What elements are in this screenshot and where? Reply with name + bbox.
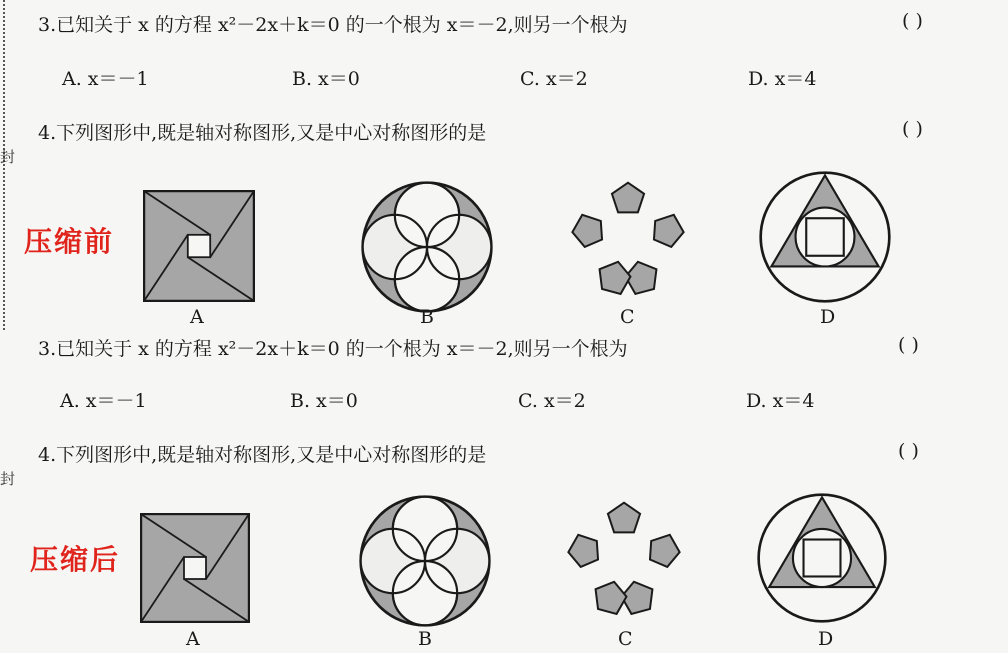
figure-b-four-circles [360, 180, 494, 314]
side-binding-char: 封 [0, 470, 16, 488]
figure-a-label: A [186, 628, 200, 650]
question-4-answer-paren: ( ) [898, 440, 919, 462]
question-4-text: 4.下列图形中,既是轴对称图形,又是中心对称图形的是 [38, 122, 487, 144]
question-3-answer-paren: ( ) [898, 334, 919, 356]
q3-option-a: A. x＝－1 [62, 68, 149, 90]
q3-option-d: D. x＝4 [748, 68, 817, 90]
q3-option-b: B. x＝0 [290, 390, 358, 412]
figure-d-triangle-in-circle [756, 492, 888, 624]
figure-d-triangle-in-circle [758, 170, 892, 304]
figure-c-five-pentagons [556, 500, 692, 624]
q3-option-a: A. x＝－1 [60, 390, 147, 412]
question-4-text: 4.下列图形中,既是轴对称图形,又是中心对称图形的是 [38, 444, 487, 466]
q3-option-c: C. x＝2 [520, 68, 588, 90]
question-3-answer-paren: ( ) [902, 10, 923, 32]
q3-option-c: C. x＝2 [518, 390, 586, 412]
figure-b-four-circles [358, 494, 492, 628]
figure-d-label: D [820, 306, 836, 328]
question-4-answer-paren: ( ) [902, 118, 923, 140]
question-3-text: 3.已知关于 x 的方程 x²－2x＋k＝0 的一个根为 x＝－2,则另一个根为 [38, 14, 628, 36]
figure-c-label: C [618, 628, 633, 650]
figure-b-label: B [420, 306, 434, 328]
figure-b-label: B [418, 628, 432, 650]
figure-d-label: D [818, 628, 834, 650]
q3-option-d: D. x＝4 [746, 390, 815, 412]
question-3-text: 3.已知关于 x 的方程 x²－2x＋k＝0 的一个根为 x＝－2,则另一个根为 [38, 338, 628, 360]
side-binding-char: 封 [0, 148, 16, 166]
figure-a-pinwheel-square [142, 190, 256, 302]
figure-c-label: C [620, 306, 635, 328]
compression-stamp-before: 压缩前 [24, 225, 115, 258]
figure-a-label: A [190, 306, 204, 328]
figure-c-five-pentagons [560, 180, 696, 304]
q3-option-b: B. x＝0 [292, 68, 360, 90]
compression-stamp-after: 压缩后 [30, 543, 121, 576]
figure-a-pinwheel-square [140, 512, 250, 624]
